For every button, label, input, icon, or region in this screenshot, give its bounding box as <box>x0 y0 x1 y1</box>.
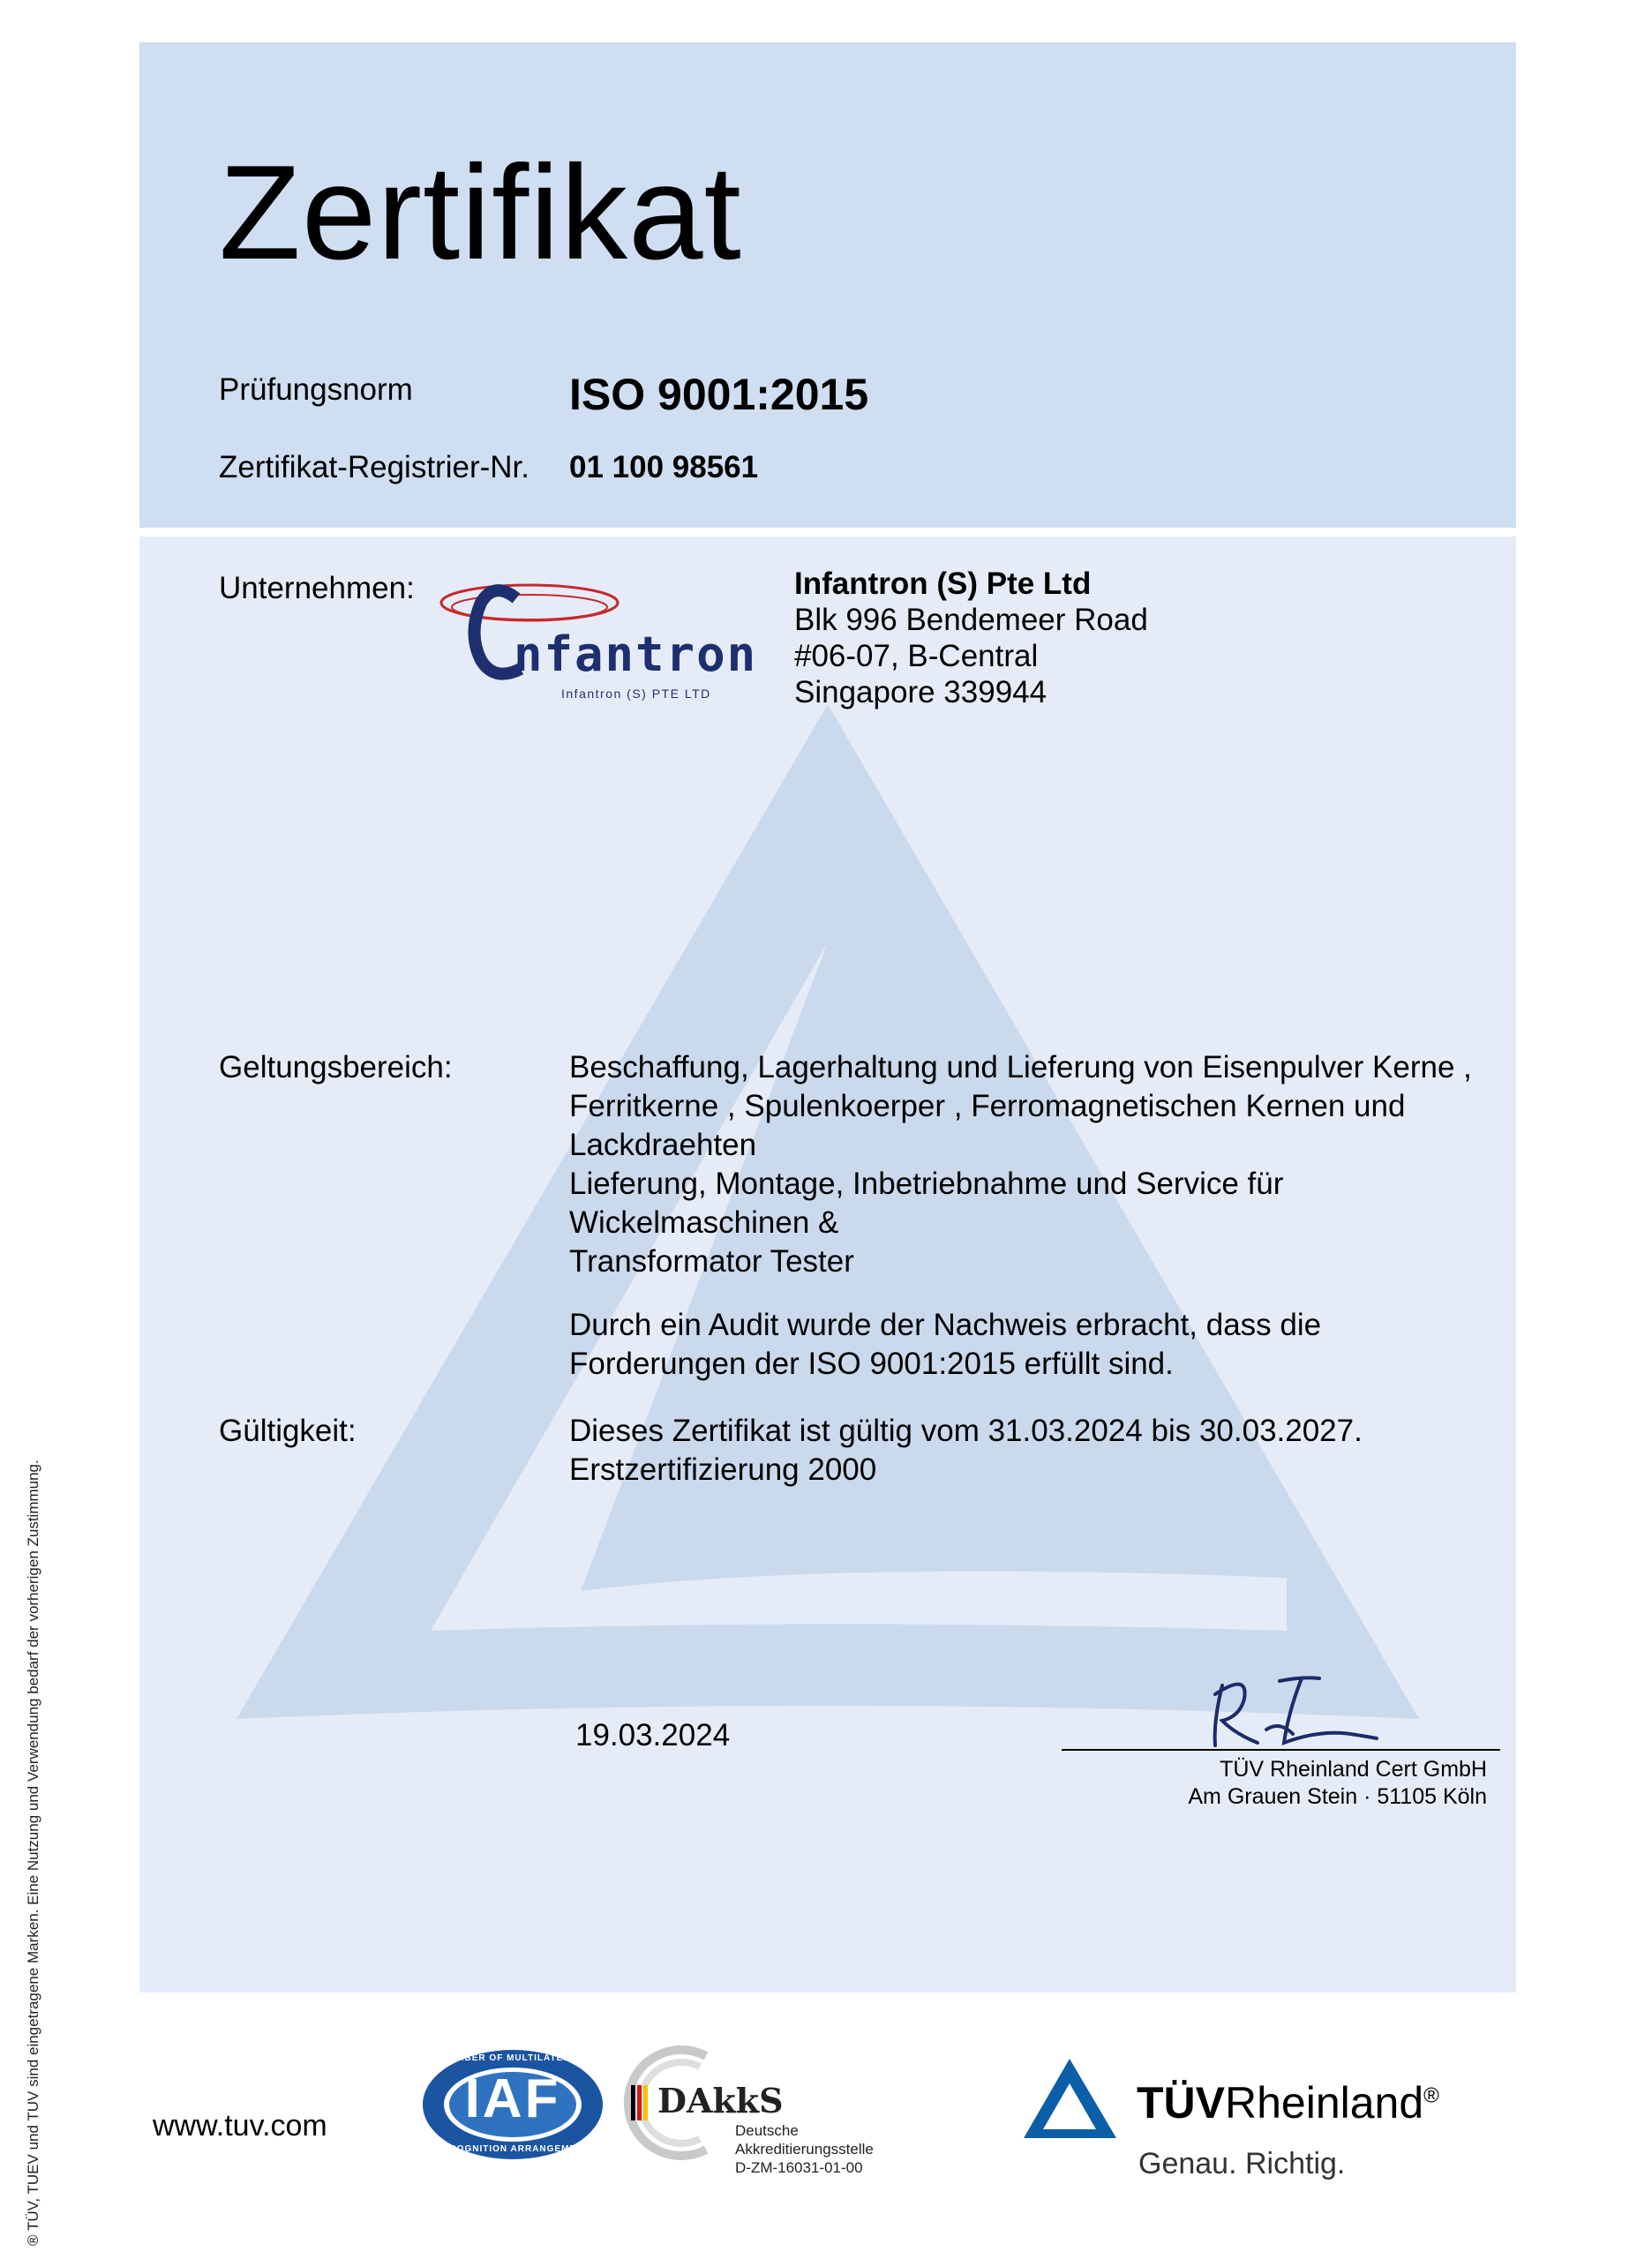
iaf-ring-top: MEMBER OF MULTILATERAL <box>441 2053 584 2063</box>
scope-label: Geltungsbereich: <box>219 1050 453 1084</box>
dakks-logo <box>622 2045 905 2178</box>
tuv-triangle-icon <box>1024 2059 1116 2140</box>
company-name: Infantron (S) Pte Ltd <box>794 567 1092 601</box>
company-label: Unternehmen: <box>219 571 415 605</box>
dakks-subtext: Deutsche Akkreditierungsstelle D-ZM-16031-01-00 <box>735 2122 874 2176</box>
audit-statement: Durch ein Audit wurde der Nachweis erbracht, dass die Forderungen der ISO 9001:2015 erfüllt sind. <box>569 1308 1322 1381</box>
dakks-wordmark: DAkkS <box>657 2081 784 2120</box>
iaf-wordmark: IAF <box>464 2068 561 2129</box>
issue-date: 19.03.2024 <box>575 1718 731 1752</box>
tuv-registered-mark: ® <box>1423 2083 1439 2108</box>
signature-line <box>1062 1749 1500 1751</box>
scope-text: Beschaffung, Lagerhaltung und Lieferung von Eisenpulver Kerne , Ferritkerne , Spulenkoerper , Ferromagnetischen Kernen und Lackdraehten Lieferung, Montage, Inbetriebnahme und Service für Wickelmaschinen & Transformator Tester <box>569 1050 1472 1279</box>
trademark-note: ® TÜV, TUEV und TUV sind eingetragene Marken. Eine Nutzung und Verwendung bedarf der vorherigen Zustimmung. <box>25 1460 41 2246</box>
iaf-ring-bottom: RECOGNITION ARRANGEMENT <box>435 2144 590 2154</box>
tuv-slogan: Genau. Richtig. <box>1138 2147 1346 2180</box>
company-address: Blk 996 Bendemeer Road #06-07, B-Central Singapore 339944 <box>794 603 1148 709</box>
validity-text: Dieses Zertifikat ist gültig vom 31.03.2024 bis 30.03.2027. Erstzertifizierung 2000 <box>569 1414 1363 1487</box>
logo-subtext: Infantron (S) PTE LTD <box>561 687 711 701</box>
validity-label: Gültigkeit: <box>219 1414 357 1448</box>
registration-label: Zertifikat-Registrier-Nr. <box>219 450 529 484</box>
iaf-logo <box>420 2047 605 2162</box>
registration-number: 01 100 98561 <box>569 450 759 484</box>
certificate-title: Zertifikat <box>219 138 742 288</box>
issuer-address: TÜV Rheinland Cert GmbH Am Grauen Stein · 51105 Köln <box>1188 1757 1487 1809</box>
signature <box>1196 1668 1390 1756</box>
tuv-brand-bold: TÜV <box>1137 2078 1225 2128</box>
logo-wordmark: nfantron <box>514 627 758 682</box>
norm-label: Prüfungsnorm <box>219 372 413 407</box>
norm-value: ISO 9001:2015 <box>569 370 869 419</box>
tuv-brand-light: Rheinland <box>1225 2078 1424 2128</box>
tuv-brand <box>1137 2078 1439 2128</box>
website-link[interactable]: www.tuv.com <box>153 2109 327 2143</box>
infantron-logo <box>432 563 758 709</box>
